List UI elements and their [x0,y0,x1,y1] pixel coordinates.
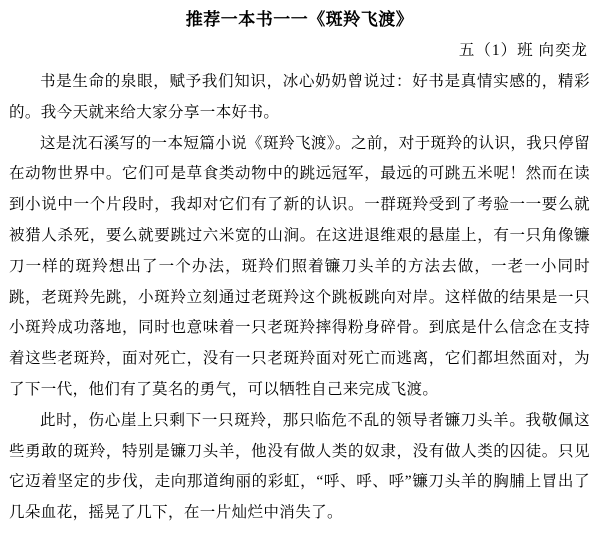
paragraph-intro: 书是生命的泉眼，赋予我们知识，冰心奶奶曾说过：好书是真情实感的，精彩的。我今天就来给大家分享一本好书。 [9,73,590,121]
paragraph-conclusion: 此时，伤心崖上只剩下一只斑羚，那只临危不乱的领导者镰刀头羊。我敬佩这些勇敢的斑羚，特别是镰刀头羊，他没有做人类的奴隶，没有做人类的囚徒。只见它迈着坚定的步伐，走向那道绚丽的彩虹，“呼、呼、呼”镰刀头羊的胸脯上冒出了几朵血花，摇晃了几下，在一片灿烂中消失了。 [9,411,590,522]
document-title: 推荐一本书一一《斑羚飞渡》 [185,10,414,29]
paragraph-summary: 这是沈石溪写的一本短篇小说《斑羚飞渡》。之前，对于斑羚的认识，我只停留在动物世界中。它们可是草食类动物中的跳远冠军，最远的可跳五米呢！然而在读到小说中一个片段时，我却对它们有了新的认识。一群斑羚受到了考验一一要么就被猎人杀死，要么就要跳过六米宽的山涧。在这进退维艰的悬崖上，有一只角像镰刀一样的斑羚想出了一个办法，斑羚们照着镰刀头羊的方法去做，一老一小同时跳，老斑羚先跳，小斑羚立刻通过老斑羚这个跳板跳向对岸。这样做的结果是一只小斑羚成功落地，同时也意味着一只老斑羚摔得粉身碎骨。到底是什么信念在支持着这些老斑羚，面对死亡，没有一只老斑羚面对死亡而逃离，它们都坦然面对，为了下一代，他们有了莫名的勇气，可以牺牲自己来完成飞渡。 [9,134,590,398]
author-byline: 五（1）班 向奕龙 [458,42,588,59]
